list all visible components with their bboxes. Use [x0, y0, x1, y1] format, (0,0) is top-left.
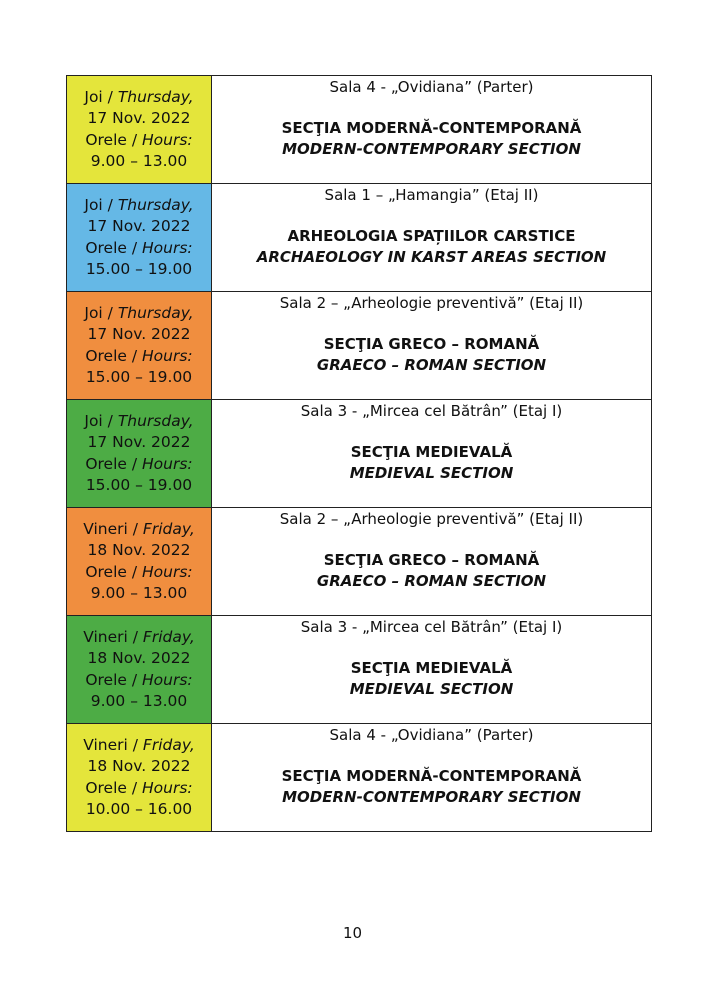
day-ro: Vineri /	[83, 735, 143, 754]
date-line: 17 Nov. 2022	[87, 109, 191, 127]
hours-ro: Orele /	[85, 238, 143, 257]
section-title-ro: SECŢIA MODERNĂ-CONTEMPORANĂ	[281, 119, 582, 137]
info-cell	[212, 508, 652, 616]
time-line: 15.00 – 19.00	[85, 260, 193, 278]
day-en: Friday,	[142, 627, 195, 646]
day-line	[67, 303, 211, 325]
day-line	[67, 735, 211, 757]
day-line	[67, 519, 211, 541]
date-cell	[67, 616, 212, 724]
section-title-en: ARCHAEOLOGY IN KARST AREAS SECTION	[256, 248, 607, 266]
room-label: Sala 2 – „Arheologie preventivă” (Etaj II)	[279, 510, 584, 528]
date-cell	[67, 400, 212, 508]
room-label: Sala 4 - „Ovidiana” (Parter)	[329, 726, 534, 744]
schedule-row	[67, 292, 652, 400]
date-line: 18 Nov. 2022	[87, 649, 191, 667]
date-cell	[67, 184, 212, 292]
hours-en: Hours:	[142, 346, 193, 365]
hours-en: Hours:	[142, 778, 193, 797]
section-title-en: MEDIEVAL SECTION	[349, 464, 514, 482]
info-cell	[212, 724, 652, 832]
day-ro: Vineri /	[83, 519, 143, 538]
day-ro: Joi /	[84, 87, 118, 106]
date-line: 17 Nov. 2022	[87, 325, 191, 343]
day-ro: Joi /	[84, 303, 118, 322]
schedule-row	[67, 508, 652, 616]
time-line: 9.00 – 13.00	[90, 584, 188, 602]
day-en: Thursday,	[117, 195, 194, 214]
section-title-ro: SECŢIA GRECO – ROMANĂ	[323, 551, 540, 569]
time-line: 15.00 – 19.00	[85, 368, 193, 386]
hours-line	[67, 130, 211, 152]
info-cell	[212, 616, 652, 724]
date-line: 18 Nov. 2022	[87, 541, 191, 559]
date-cell	[67, 724, 212, 832]
info-cell	[212, 292, 652, 400]
hours-ro: Orele /	[85, 130, 143, 149]
schedule-table	[66, 75, 652, 832]
day-ro: Joi /	[84, 411, 118, 430]
time-line: 9.00 – 13.00	[90, 692, 188, 710]
room-label: Sala 2 – „Arheologie preventivă” (Etaj II)	[279, 294, 584, 312]
day-en: Thursday,	[117, 411, 194, 430]
hours-ro: Orele /	[85, 670, 143, 689]
info-cell	[212, 76, 652, 184]
section-title-en: GRAECO – ROMAN SECTION	[316, 572, 547, 590]
time-line: 9.00 – 13.00	[90, 152, 188, 170]
hours-en: Hours:	[142, 130, 193, 149]
schedule-body	[67, 76, 652, 832]
section-title-en: MEDIEVAL SECTION	[349, 680, 514, 698]
time-line: 10.00 – 16.00	[85, 800, 193, 818]
section-title-en: GRAECO – ROMAN SECTION	[316, 356, 547, 374]
date-line: 17 Nov. 2022	[87, 433, 191, 451]
date-line: 17 Nov. 2022	[87, 217, 191, 235]
section-title-ro: SECŢIA GRECO – ROMANĂ	[323, 335, 540, 353]
schedule-row	[67, 184, 652, 292]
hours-ro: Orele /	[85, 562, 143, 581]
schedule-row	[67, 76, 652, 184]
hours-line	[67, 562, 211, 584]
room-label: Sala 1 – „Hamangia” (Etaj II)	[324, 186, 539, 204]
schedule-row	[67, 724, 652, 832]
room-label: Sala 3 - „Mircea cel Bătrân” (Etaj I)	[300, 402, 563, 420]
hours-ro: Orele /	[85, 346, 143, 365]
hours-en: Hours:	[142, 670, 193, 689]
hours-en: Hours:	[142, 454, 193, 473]
section-title-ro: SECŢIA MODERNĂ-CONTEMPORANĂ	[281, 767, 582, 785]
day-en: Friday,	[142, 735, 195, 754]
room-label: Sala 3 - „Mircea cel Bătrân” (Etaj I)	[300, 618, 563, 636]
day-en: Thursday,	[117, 87, 194, 106]
date-line: 18 Nov. 2022	[87, 757, 191, 775]
hours-ro: Orele /	[85, 778, 143, 797]
hours-en: Hours:	[142, 238, 193, 257]
hours-line	[67, 238, 211, 260]
date-cell	[67, 508, 212, 616]
date-cell	[67, 292, 212, 400]
hours-line	[67, 670, 211, 692]
section-title-ro: SECŢIA MEDIEVALĂ	[350, 443, 513, 461]
schedule-row	[67, 400, 652, 508]
day-ro: Joi /	[84, 195, 118, 214]
day-line	[67, 627, 211, 649]
section-title-ro: SECŢIA MEDIEVALĂ	[350, 659, 513, 677]
time-line: 15.00 – 19.00	[85, 476, 193, 494]
info-cell	[212, 184, 652, 292]
day-en: Friday,	[142, 519, 195, 538]
section-title-en: MODERN-CONTEMPORARY SECTION	[282, 788, 581, 806]
info-cell	[212, 400, 652, 508]
schedule-row	[67, 616, 652, 724]
room-label: Sala 4 - „Ovidiana” (Parter)	[329, 78, 534, 96]
date-cell	[67, 76, 212, 184]
day-line	[67, 87, 211, 109]
day-en: Thursday,	[117, 303, 194, 322]
day-ro: Vineri /	[83, 627, 143, 646]
hours-line	[67, 346, 211, 368]
section-title-ro: ARHEOLOGIA SPAȚIILOR CARSTICE	[287, 227, 576, 245]
hours-line	[67, 778, 211, 800]
page-number: 10	[342, 924, 363, 942]
hours-en: Hours:	[142, 562, 193, 581]
day-line	[67, 411, 211, 433]
hours-ro: Orele /	[85, 454, 143, 473]
day-line	[67, 195, 211, 217]
hours-line	[67, 454, 211, 476]
section-title-en: MODERN-CONTEMPORARY SECTION	[282, 140, 581, 158]
